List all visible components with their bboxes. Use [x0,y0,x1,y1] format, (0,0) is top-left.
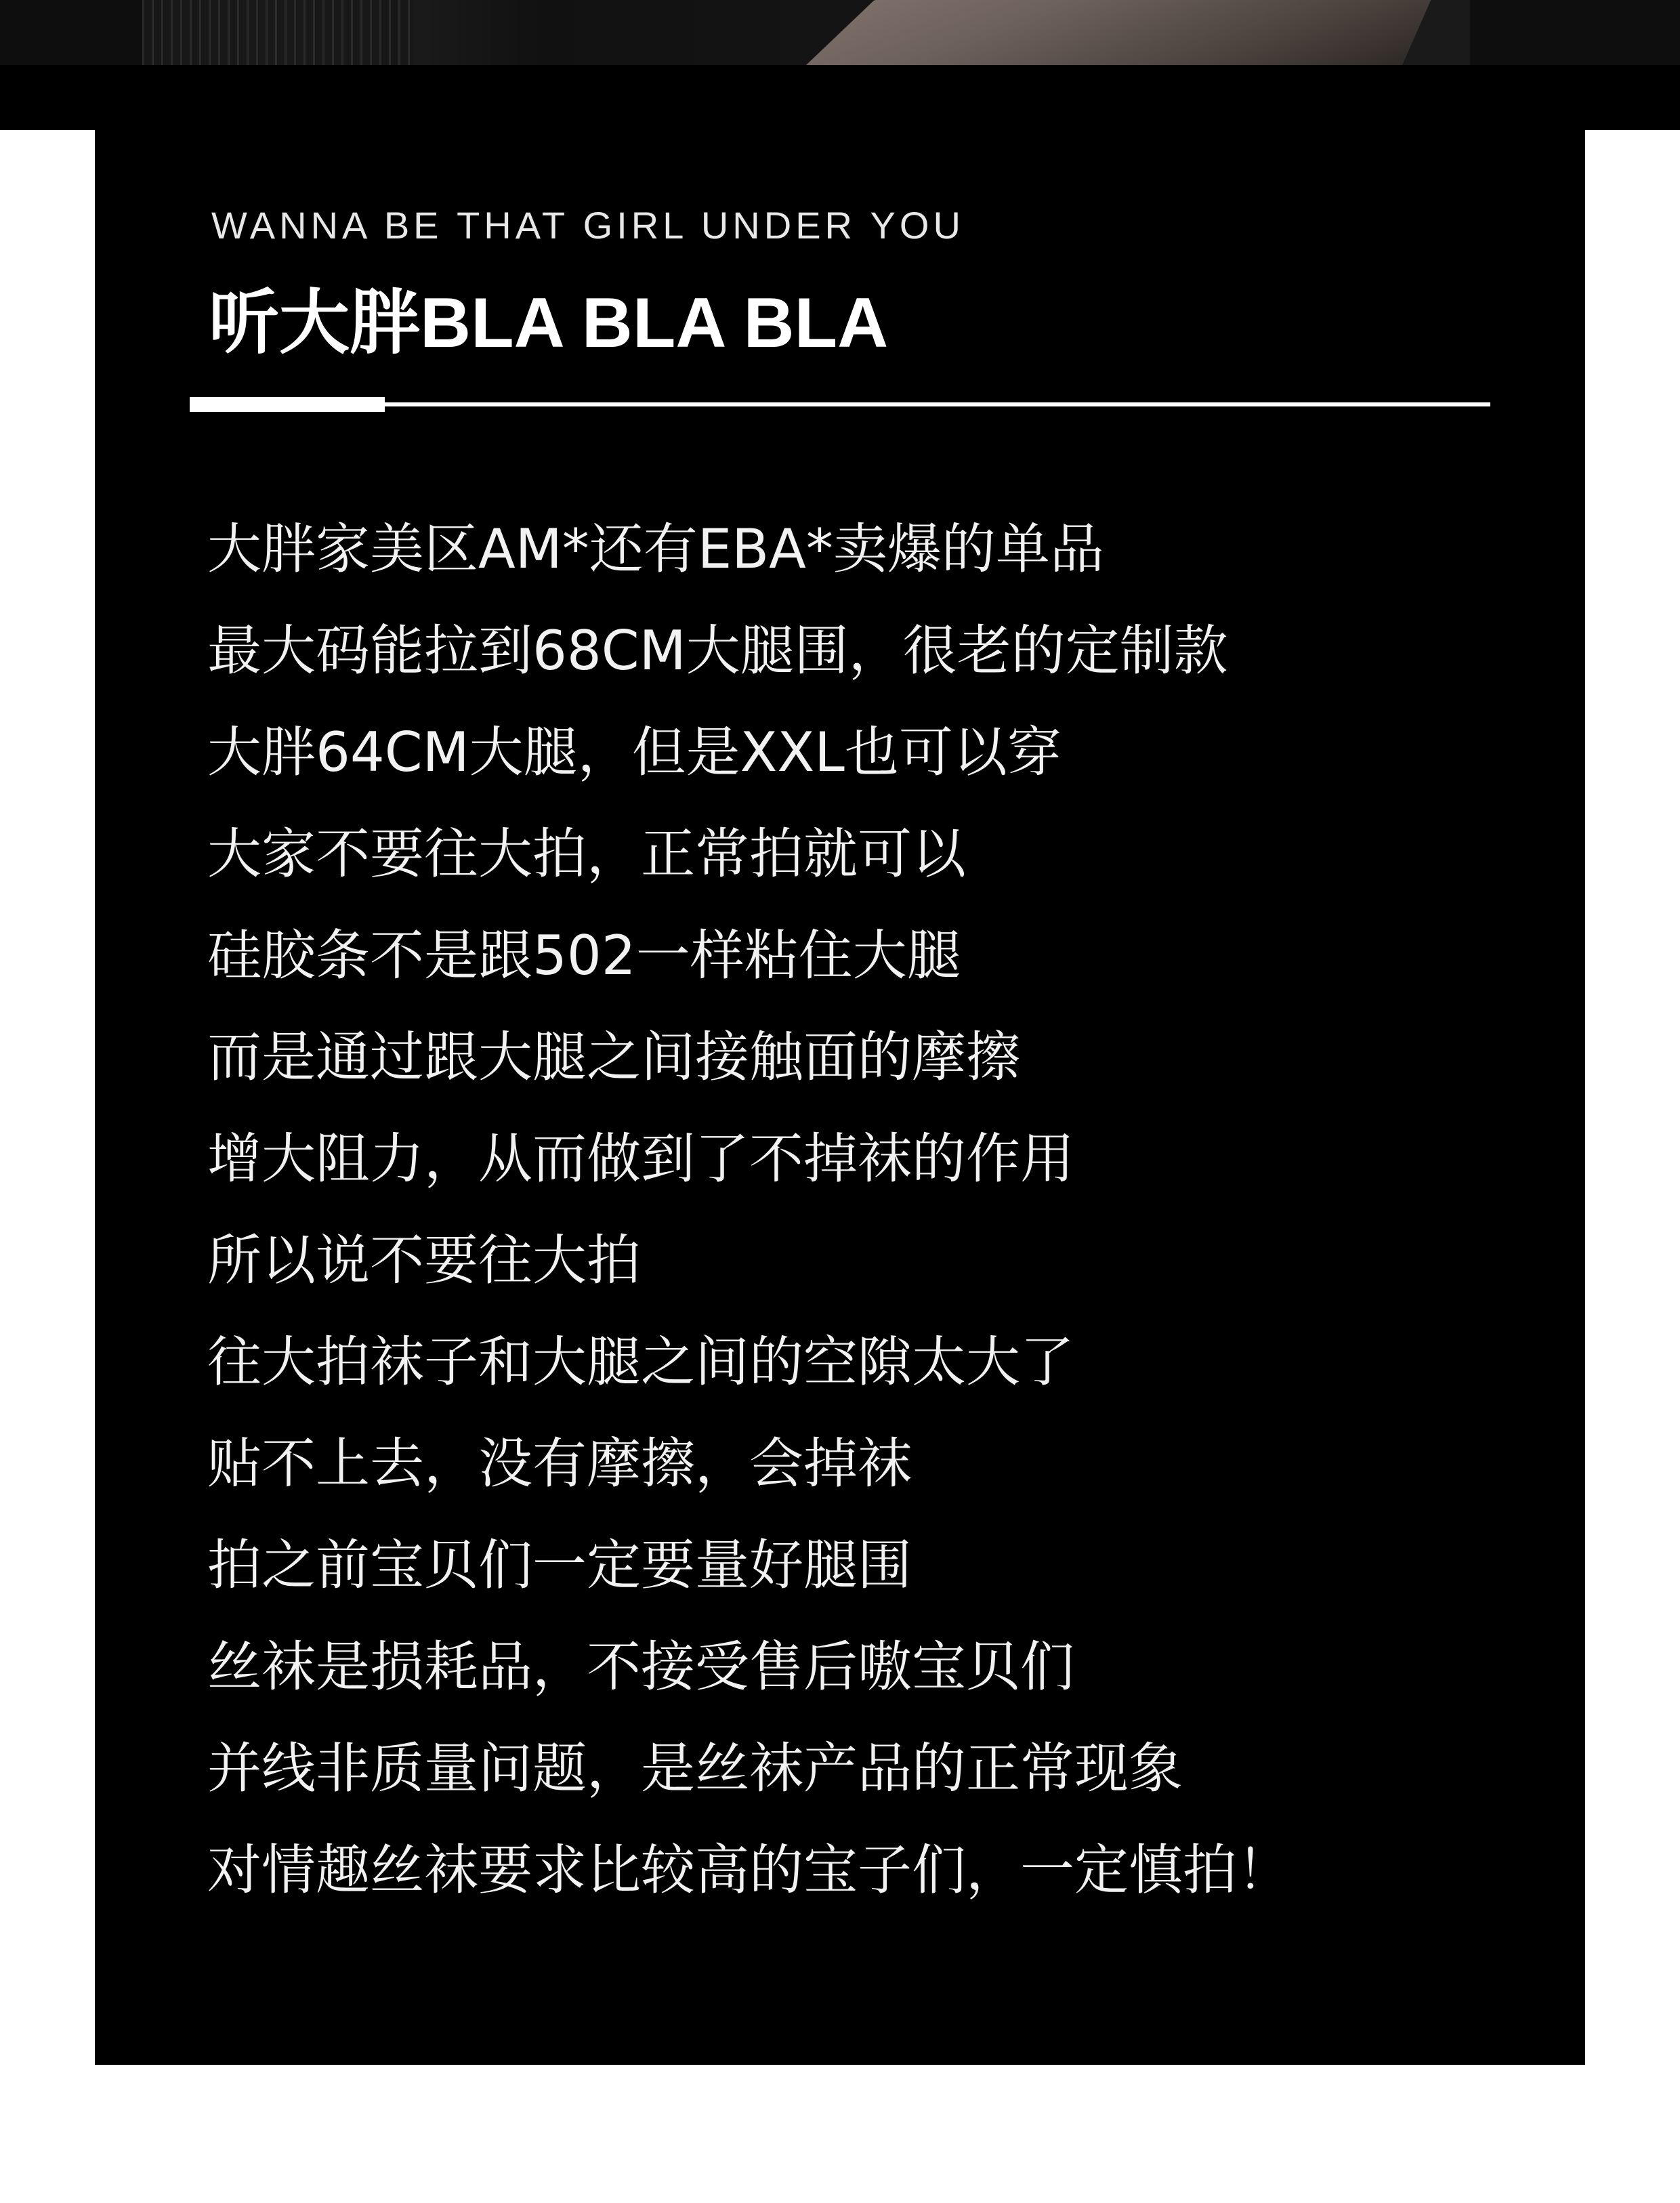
notice-line: 大胖64CM大腿，但是XXL也可以穿 [207,721,1062,784]
notice-line: 丝袜是损耗品，不接受售后嗷宝贝们 [207,1635,1074,1698]
notice-line: 最大码能拉到68CM大腿围，很老的定制款 [207,619,1228,682]
notice-line: 对情趣丝袜要求比较高的宝子们，一定慎拍！ [207,1839,1291,1902]
section-subtitle: WANNA BE THAT GIRL UNDER YOU [211,204,965,247]
title-divider [190,402,1490,406]
notice-card [95,130,1585,2065]
notice-line: 而是通过跟大腿之间接触面的摩擦 [207,1026,1020,1089]
title-divider-accent [190,397,385,412]
notice-line: 增大阻力，从而做到了不掉袜的作用 [207,1127,1074,1190]
notice-line: 硅胶条不是跟502一样粘住大腿 [207,924,961,987]
notice-line: 往大拍袜子和大腿之间的空隙太大了 [207,1330,1074,1393]
hero-photo [0,0,1680,130]
notice-line: 所以说不要往大拍 [207,1229,641,1292]
notice-line: 大家不要往大拍，正常拍就可以 [207,822,966,885]
notice-line: 大胖家美区AM*还有EBA*卖爆的单品 [207,518,1104,581]
section-title: 听大胖BLA BLA BLA [209,284,889,362]
notice-line: 拍之前宝贝们一定要量好腿围 [207,1534,912,1597]
notice-line: 贴不上去，没有摩擦，会掉袜 [207,1432,912,1495]
notice-line: 并线非质量问题，是丝袜产品的正常现象 [207,1737,1183,1800]
notice-text-list [207,499,1291,1921]
